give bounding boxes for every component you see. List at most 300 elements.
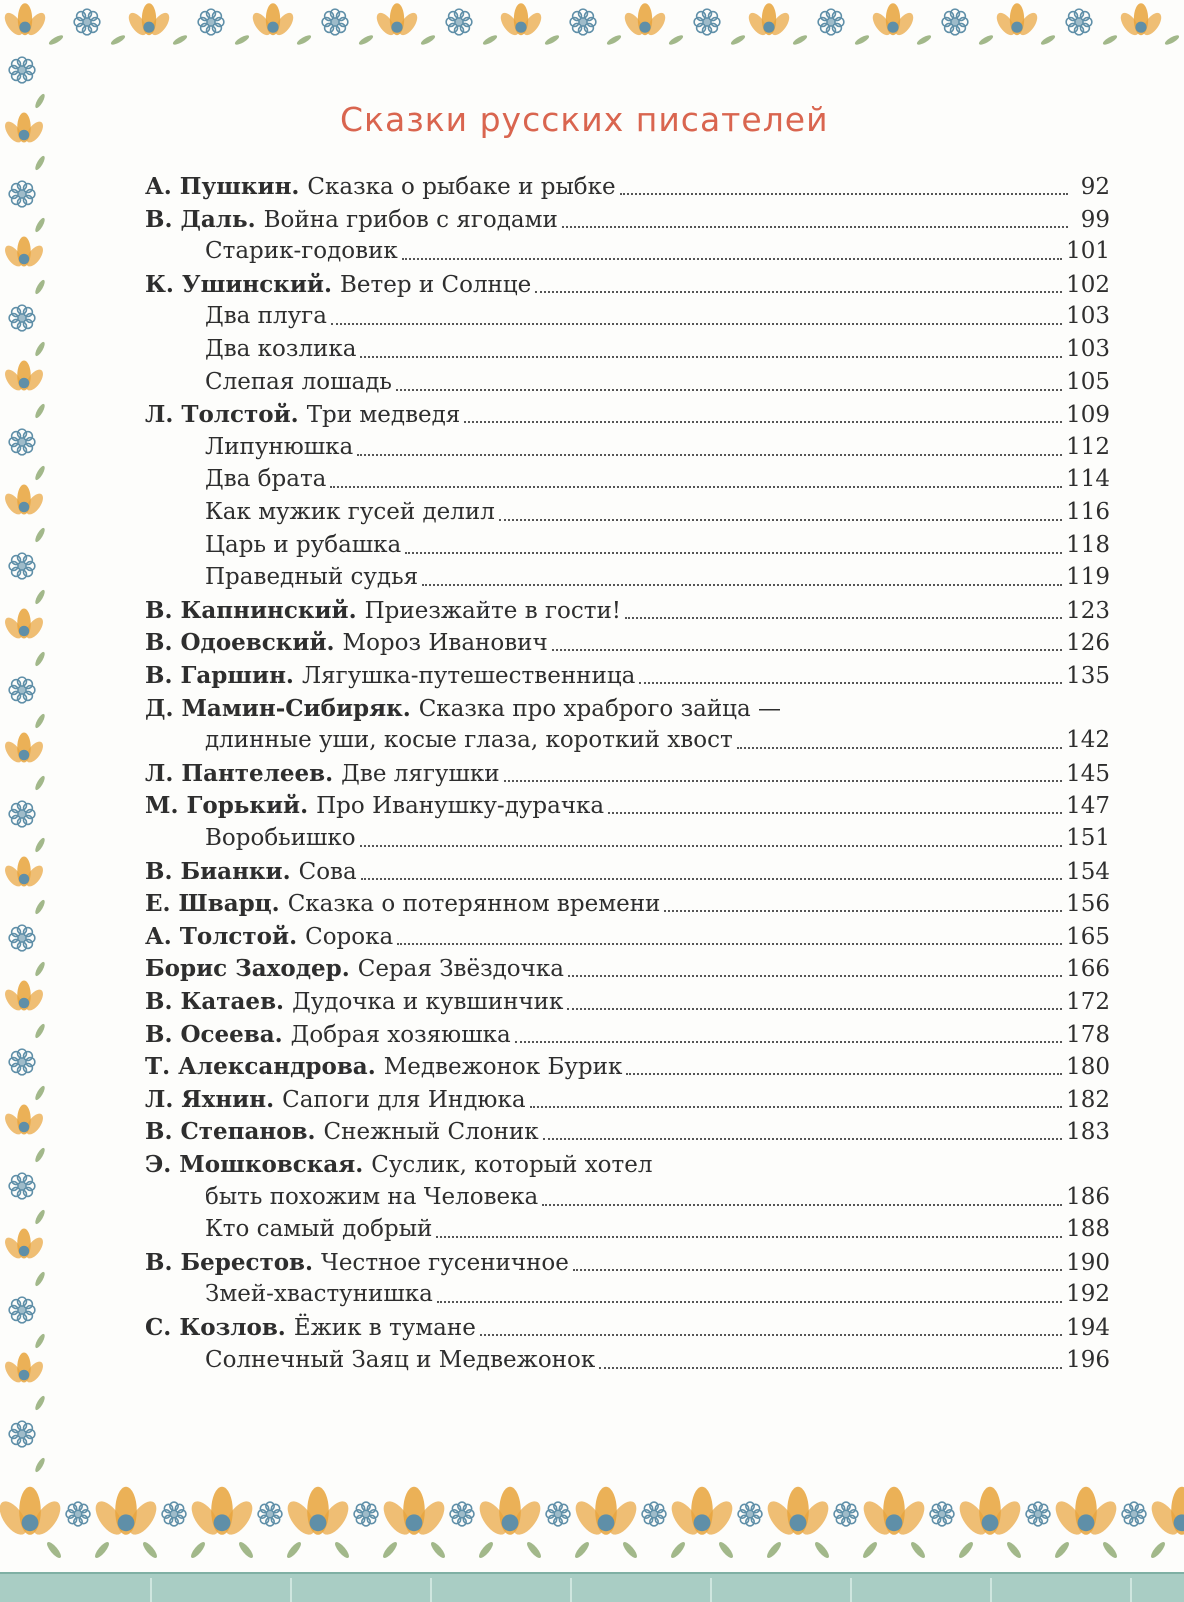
leaf-icon xyxy=(34,279,47,296)
rosette-icon xyxy=(198,9,224,35)
toc-leader-dots xyxy=(437,1301,1062,1303)
toc-entry xyxy=(145,1018,1110,1051)
toc-author: А. Толстой. xyxy=(145,922,298,950)
toc-author: В. Одоевский. xyxy=(145,629,335,657)
toc-story-title: Сова xyxy=(298,858,357,885)
toc-author: С. Козлов. xyxy=(145,1314,286,1341)
toc-story-title: Праведный судья xyxy=(205,564,419,591)
toc-page-number: 109 xyxy=(1066,402,1110,429)
lotus-flower-icon xyxy=(2,1105,47,1138)
toc-leader-dots xyxy=(402,258,1062,260)
leaf-icon xyxy=(34,527,47,544)
toc-entry xyxy=(205,463,1110,496)
leaf-icon xyxy=(573,1540,591,1560)
toc-story-title: Ёжик в тумане xyxy=(293,1315,476,1341)
toc-entry xyxy=(145,268,1110,301)
leaf-icon xyxy=(34,1395,47,1412)
toc-leader-dots xyxy=(361,878,1062,880)
ornament-border-left xyxy=(0,40,60,1480)
leaf-icon xyxy=(1149,1540,1167,1560)
toc-leader-dots xyxy=(422,584,1062,586)
rosette-icon xyxy=(834,1502,858,1526)
lotus-flower-icon xyxy=(373,3,421,38)
toc-leader-dots xyxy=(480,1334,1062,1336)
toc-leader-dots xyxy=(360,845,1062,847)
leaf-icon xyxy=(34,1271,47,1288)
lotus-flower-icon xyxy=(249,3,297,38)
toc-author: В. Гаршин. xyxy=(145,662,294,689)
bottom-teal-band xyxy=(0,1572,1184,1602)
leaf-icon xyxy=(668,34,685,47)
lotus-flower-icon xyxy=(1146,1487,1184,1539)
toc-author: А. Пушкин. xyxy=(145,173,300,200)
toc-leader-dots xyxy=(331,323,1062,325)
lotus-flower-icon xyxy=(2,857,47,890)
leaf-icon xyxy=(189,1540,207,1560)
toc-leader-dots xyxy=(357,454,1062,456)
toc-leader-dots xyxy=(664,910,1062,912)
rosette-icon xyxy=(9,801,35,827)
toc-page-number: 188 xyxy=(1066,1216,1110,1243)
lotus-flower-icon xyxy=(2,609,47,642)
toc-entry xyxy=(145,789,1110,822)
toc-entry xyxy=(145,1246,1110,1279)
rosette-icon xyxy=(354,1502,378,1526)
leaf-icon xyxy=(237,1540,255,1560)
toc-leader-dots xyxy=(573,1269,1062,1271)
rosette-icon xyxy=(9,57,35,83)
toc-page-number: 126 xyxy=(1066,630,1110,657)
toc-entry xyxy=(145,692,1110,725)
leaf-icon xyxy=(1101,1540,1119,1560)
toc-page-number: 118 xyxy=(1066,531,1110,558)
toc-author: Т. Александрова. xyxy=(145,1053,376,1081)
leaf-icon xyxy=(606,34,623,47)
toc-entry xyxy=(145,1115,1110,1148)
toc-story-title: Снежный Слоник xyxy=(323,1119,539,1146)
toc-leader-dots xyxy=(397,943,1062,945)
toc-page-number: 156 xyxy=(1066,891,1110,918)
toc-page-number: 154 xyxy=(1066,858,1110,885)
leaf-icon xyxy=(93,1540,111,1560)
leaf-icon xyxy=(381,1540,399,1560)
leaf-icon xyxy=(34,1147,47,1164)
toc-page-number: 92 xyxy=(1080,174,1110,200)
toc-entry xyxy=(205,366,1110,399)
lotus-flower-icon xyxy=(0,1487,66,1539)
toc-story-title: Два плуга xyxy=(205,303,327,330)
leaf-icon xyxy=(34,341,47,358)
toc-story-title: Сказка про храброго зайца — xyxy=(418,695,781,722)
toc-entry xyxy=(205,235,1110,268)
leaf-icon xyxy=(730,34,747,47)
toc-story-title: Солнечный Заяц и Медвежонок xyxy=(205,1346,596,1373)
toc-story-title: быть похожим на Человека xyxy=(205,1183,539,1210)
leaf-icon xyxy=(525,1540,543,1560)
lotus-flower-icon xyxy=(621,3,669,38)
rosette-icon xyxy=(258,1502,282,1526)
lotus-flower-icon xyxy=(2,361,47,394)
lotus-flower-icon xyxy=(2,237,47,270)
toc-page-number: 182 xyxy=(1066,1086,1110,1113)
toc-page-number: 194 xyxy=(1066,1315,1110,1341)
toc-story-title: Змей-хвастунишка xyxy=(205,1281,433,1308)
rosette-icon xyxy=(9,181,35,207)
leaf-icon xyxy=(333,1540,351,1560)
toc-story-title: Добрая хозяюшка xyxy=(290,1021,511,1048)
toc-story-title: Медвежонок Бурик xyxy=(383,1054,623,1081)
toc-page-number: 192 xyxy=(1066,1281,1110,1308)
rosette-icon xyxy=(9,925,35,951)
toc-leader-dots xyxy=(599,1367,1062,1369)
band-divider xyxy=(1130,1578,1132,1602)
toc-page-number: 183 xyxy=(1066,1119,1110,1146)
toc-leader-dots xyxy=(499,519,1062,521)
lotus-flower-icon xyxy=(993,3,1041,38)
toc-leader-dots xyxy=(543,1138,1062,1140)
leaf-icon xyxy=(717,1540,735,1560)
toc-entry xyxy=(145,594,1110,627)
lotus-flower-icon xyxy=(762,1487,833,1539)
toc-author: В. Бианки. xyxy=(145,857,291,885)
leaf-icon xyxy=(34,403,47,420)
rosette-icon xyxy=(1026,1502,1050,1526)
toc-page-number: 123 xyxy=(1066,597,1110,624)
leaf-icon xyxy=(792,34,809,47)
toc-author: Э. Мошковская. xyxy=(145,1151,364,1178)
toc-author: В. Катаев. xyxy=(145,988,285,1015)
rosette-icon xyxy=(930,1502,954,1526)
toc-entry xyxy=(145,1311,1110,1344)
toc-page-number: 151 xyxy=(1066,825,1110,851)
lotus-flower-icon xyxy=(125,3,173,38)
toc-entry xyxy=(205,561,1110,594)
toc-leader-dots xyxy=(608,812,1062,814)
leaf-icon xyxy=(285,1540,303,1560)
rosette-icon xyxy=(322,9,348,35)
lotus-flower-icon xyxy=(745,3,793,38)
rosette-icon xyxy=(818,9,844,35)
toc-author: В. Капнинский. xyxy=(145,596,357,624)
toc-leader-dots xyxy=(436,1236,1062,1238)
toc-entry xyxy=(205,1213,1110,1246)
toc-leader-dots xyxy=(396,389,1062,391)
leaf-icon xyxy=(34,1457,47,1474)
toc-story-title: Липунюшка xyxy=(205,433,354,460)
leaf-icon xyxy=(34,713,47,730)
toc-entry xyxy=(145,887,1110,920)
rosette-icon xyxy=(570,9,596,35)
rosette-icon xyxy=(9,1421,35,1447)
toc-story-title: Царь и рубашка xyxy=(205,531,402,558)
leaf-icon xyxy=(813,1540,831,1560)
leaf-icon xyxy=(34,93,47,110)
lotus-flower-icon xyxy=(474,1487,545,1539)
lotus-flower-icon xyxy=(2,733,47,766)
toc-leader-dots xyxy=(542,1204,1062,1206)
toc-leader-dots xyxy=(620,193,1068,195)
lotus-flower-icon xyxy=(2,485,47,518)
leaf-icon xyxy=(110,34,127,47)
rosette-icon xyxy=(9,305,35,331)
rosette-icon xyxy=(642,1502,666,1526)
lotus-flower-icon xyxy=(2,1353,47,1386)
lotus-flower-icon xyxy=(282,1487,353,1539)
toc-page-number: 135 xyxy=(1066,663,1110,689)
lotus-flower-icon xyxy=(186,1487,257,1539)
section-title: Сказки русских писателей xyxy=(340,100,829,139)
toc-page-number: 180 xyxy=(1066,1054,1110,1081)
leaf-icon xyxy=(45,1540,63,1560)
toc-story-title: Лягушка-путешественница xyxy=(301,663,636,689)
lotus-flower-icon xyxy=(954,1487,1025,1539)
toc-story-title: Приезжайте в гости! xyxy=(364,597,622,624)
leaf-icon xyxy=(34,899,47,916)
rosette-icon xyxy=(738,1502,762,1526)
toc-entry xyxy=(145,920,1110,953)
leaf-icon xyxy=(34,775,47,792)
rosette-icon xyxy=(942,9,968,35)
toc-entry xyxy=(145,203,1110,236)
lotus-flower-icon xyxy=(2,1229,47,1262)
band-divider xyxy=(990,1578,992,1602)
leaf-icon xyxy=(1005,1540,1023,1560)
toc-page-number: 112 xyxy=(1066,433,1110,460)
leaf-icon xyxy=(978,34,995,47)
rosette-icon xyxy=(9,1049,35,1075)
toc-entry xyxy=(145,757,1110,790)
toc-author: В. Осеева. xyxy=(145,1020,283,1048)
band-divider xyxy=(290,1578,292,1602)
toc-leader-dots xyxy=(626,1073,1062,1075)
rosette-icon xyxy=(9,429,35,455)
leaf-icon xyxy=(861,1540,879,1560)
toc-page-number: 119 xyxy=(1066,564,1110,591)
band-divider xyxy=(570,1578,572,1602)
rosette-icon xyxy=(74,9,100,35)
leaf-icon xyxy=(1102,34,1119,47)
leaf-icon xyxy=(358,34,375,47)
lotus-flower-icon xyxy=(1117,3,1165,38)
rosette-icon xyxy=(446,9,472,35)
toc-entry xyxy=(145,170,1110,203)
leaf-icon xyxy=(765,1540,783,1560)
rosette-icon xyxy=(9,1173,35,1199)
toc-story-title: длинные уши, косые глаза, короткий хвост xyxy=(205,727,733,754)
toc-page-number: 172 xyxy=(1066,989,1110,1015)
leaf-icon xyxy=(34,217,47,234)
toc-author: Л. Яхнин. xyxy=(145,1085,275,1113)
rosette-icon xyxy=(694,9,720,35)
toc-page-number: 102 xyxy=(1066,271,1110,298)
lotus-flower-icon xyxy=(570,1487,641,1539)
toc-leader-dots xyxy=(535,291,1062,293)
toc-story-title: Ветер и Солнце xyxy=(339,271,532,298)
toc-story-title: Война грибов с ягодами xyxy=(263,206,558,233)
toc-story-title: Суслик, который хотел xyxy=(371,1152,653,1178)
toc-page-number: 99 xyxy=(1080,206,1110,233)
leaf-icon xyxy=(429,1540,447,1560)
ornament-border-bottom xyxy=(0,1478,1184,1578)
leaf-icon xyxy=(34,1023,47,1040)
lotus-flower-icon xyxy=(858,1487,929,1539)
toc-page-number: 103 xyxy=(1066,303,1110,330)
toc-entry xyxy=(145,1083,1110,1116)
lotus-flower-icon xyxy=(2,981,47,1014)
toc-entry xyxy=(205,333,1110,366)
toc-story-title: Две лягушки xyxy=(341,760,500,787)
toc-author: К. Ушинский. xyxy=(145,270,332,298)
toc-story-title: Воробьишко xyxy=(205,825,356,851)
rosette-icon xyxy=(9,1297,35,1323)
toc-author: В. Степанов. xyxy=(145,1118,316,1146)
toc-story-title: Сапоги для Индюка xyxy=(282,1086,526,1113)
toc-story-title: Два козлика xyxy=(205,336,357,362)
toc-author: В. Берестов. xyxy=(145,1248,314,1276)
leaf-icon xyxy=(34,1085,47,1102)
toc-story-title: Два брата xyxy=(205,466,327,493)
band-divider xyxy=(710,1578,712,1602)
leaf-icon xyxy=(482,34,499,47)
toc-story-title: Мороз Иванович xyxy=(342,630,548,657)
toc-story-title: Сказка о рыбаке и рыбке xyxy=(307,174,616,200)
toc-story-title: Честное гусеничное xyxy=(321,1249,569,1276)
lotus-flower-icon xyxy=(1,3,49,38)
toc-leader-dots xyxy=(568,975,1062,977)
toc-page-number: 116 xyxy=(1066,499,1110,525)
toc-page-number: 166 xyxy=(1066,956,1110,983)
toc-leader-dots xyxy=(464,421,1062,423)
leaf-icon xyxy=(172,34,189,47)
toc-entry xyxy=(205,529,1110,562)
rosette-icon xyxy=(546,1502,570,1526)
rosette-icon xyxy=(1066,9,1092,35)
toc-page-number: 142 xyxy=(1066,727,1110,754)
toc-story-title: Три медведя xyxy=(306,402,461,429)
toc-story-title: Слепая лошадь xyxy=(205,368,392,395)
toc-entry xyxy=(205,300,1110,333)
toc-page-number: 145 xyxy=(1066,760,1110,787)
leaf-icon xyxy=(916,34,933,47)
toc-author: М. Горький. xyxy=(145,792,309,820)
toc-page-number: 186 xyxy=(1066,1183,1110,1210)
toc-leader-dots xyxy=(504,780,1063,782)
leaf-icon xyxy=(34,837,47,854)
toc-entry xyxy=(205,431,1110,464)
toc-entry xyxy=(145,1050,1110,1083)
leaf-icon xyxy=(34,1209,47,1226)
toc-leader-dots xyxy=(360,356,1062,358)
lotus-flower-icon xyxy=(666,1487,737,1539)
leaf-icon xyxy=(34,651,47,668)
toc-author: Е. Шварц. xyxy=(145,890,280,918)
toc-entry xyxy=(145,855,1110,888)
toc-leader-dots xyxy=(330,486,1062,488)
leaf-icon xyxy=(420,34,437,47)
toc-entry xyxy=(205,822,1110,855)
band-divider xyxy=(850,1578,852,1602)
toc-story-title: Дудочка и кувшинчик xyxy=(292,989,564,1015)
toc-author: Д. Мамин-Сибиряк. xyxy=(145,694,411,722)
toc-page-number: 190 xyxy=(1066,1249,1110,1276)
toc-leader-dots xyxy=(552,649,1062,651)
toc-page-number: 103 xyxy=(1066,336,1110,362)
leaf-icon xyxy=(234,34,251,47)
toc-entry xyxy=(205,724,1110,757)
toc-author: Борис Заходер. xyxy=(145,955,350,983)
toc-author: Л. Пантелеев. xyxy=(145,759,334,787)
leaf-icon xyxy=(544,34,561,47)
toc-entry xyxy=(205,496,1110,529)
rosette-icon xyxy=(450,1502,474,1526)
rosette-icon xyxy=(66,1502,90,1526)
ornament-border-top xyxy=(0,0,1184,60)
leaf-icon xyxy=(34,589,47,606)
toc-entry xyxy=(145,626,1110,659)
toc-entry xyxy=(145,659,1110,692)
leaf-icon xyxy=(34,155,47,172)
leaf-icon xyxy=(854,34,871,47)
leaf-icon xyxy=(34,961,47,978)
toc-story-title: Сказка о потерянном времени xyxy=(287,891,661,918)
toc-story-title: Сорока xyxy=(305,923,394,950)
toc-page-number: 105 xyxy=(1066,368,1110,395)
leaf-icon xyxy=(957,1540,975,1560)
toc-leader-dots xyxy=(567,1008,1062,1010)
leaf-icon xyxy=(296,34,313,47)
rosette-icon xyxy=(162,1502,186,1526)
toc-entry xyxy=(145,1148,1110,1181)
toc-story-title: Как мужик гусей делил xyxy=(205,499,495,525)
lotus-flower-icon xyxy=(378,1487,449,1539)
leaf-icon xyxy=(34,1333,47,1350)
leaf-icon xyxy=(909,1540,927,1560)
toc-author: В. Даль. xyxy=(145,205,256,233)
toc-page-number: 114 xyxy=(1066,466,1110,493)
lotus-flower-icon xyxy=(1050,1487,1121,1539)
toc-entry xyxy=(145,985,1110,1018)
rosette-icon xyxy=(9,553,35,579)
leaf-icon xyxy=(621,1540,639,1560)
lotus-flower-icon xyxy=(497,3,545,38)
toc-author: Л. Толстой. xyxy=(145,401,299,429)
toc-story-title: Про Иванушку-дурачка xyxy=(316,793,605,820)
rosette-icon xyxy=(1122,1502,1146,1526)
toc-entry xyxy=(205,1344,1110,1377)
rosette-icon xyxy=(9,677,35,703)
toc-page-number: 101 xyxy=(1066,238,1110,265)
lotus-flower-icon xyxy=(869,3,917,38)
band-divider xyxy=(430,1578,432,1602)
toc-leader-dots xyxy=(530,1106,1063,1108)
leaf-icon xyxy=(141,1540,159,1560)
toc-leader-dots xyxy=(562,226,1068,228)
toc-entry xyxy=(145,398,1110,431)
leaf-icon xyxy=(1040,34,1057,47)
toc-leader-dots xyxy=(639,682,1062,684)
toc-story-title: Кто самый добрый xyxy=(205,1216,433,1243)
lotus-flower-icon xyxy=(90,1487,161,1539)
toc-page-number: 196 xyxy=(1066,1346,1110,1373)
lotus-flower-icon xyxy=(2,113,47,146)
toc-page-number: 178 xyxy=(1066,1021,1110,1048)
leaf-icon xyxy=(669,1540,687,1560)
toc-entry xyxy=(205,1181,1110,1214)
toc-page-number: 165 xyxy=(1066,923,1110,950)
toc-leader-dots xyxy=(405,552,1062,554)
leaf-icon xyxy=(477,1540,495,1560)
leaf-icon xyxy=(1053,1540,1071,1560)
